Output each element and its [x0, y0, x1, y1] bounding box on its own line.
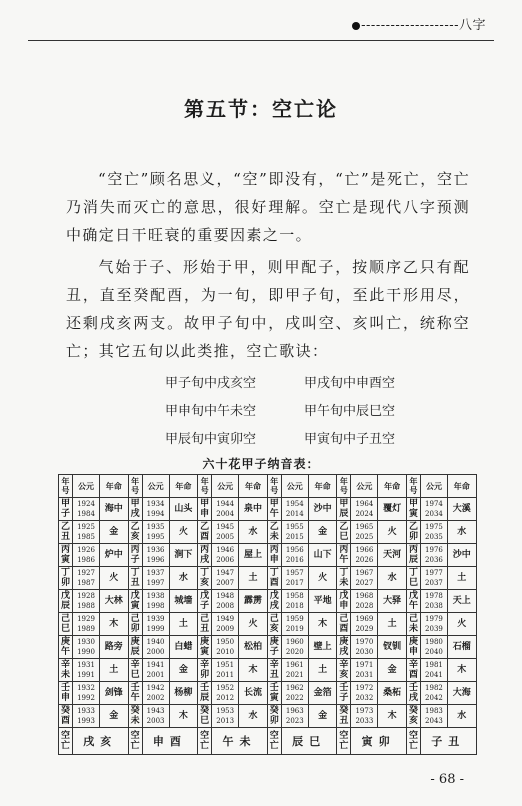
nayin-cell: 霹雳 [239, 590, 268, 613]
ganzhi-cell: 丙寅 [59, 544, 73, 567]
paragraph-2 [66, 253, 470, 365]
ganzhi-cell: 戊子 [198, 590, 212, 613]
header-cell: 年命 [308, 475, 337, 498]
year-cell: 1926 1986 [73, 544, 100, 567]
ganzhi-cell: 辛卯 [198, 659, 212, 682]
nayin-cell: 土 [100, 659, 129, 682]
year-cell: 1950 2010 [212, 636, 239, 659]
nayin-cell: 土 [239, 567, 268, 590]
year-cell: 1959 2019 [281, 613, 308, 636]
ganzhi-cell: 庚辰 [128, 636, 142, 659]
ganzhi-cell: 癸酉 [59, 705, 73, 728]
nayin-cell: 屋上 [239, 544, 268, 567]
nayin-cell: 木 [378, 705, 407, 728]
header-cell: 公元 [73, 475, 100, 498]
nayin-cell: 水 [239, 521, 268, 544]
nayin-cell: 山头 [169, 498, 198, 521]
nayin-cell: 金 [169, 659, 198, 682]
year-cell: 1982 2042 [420, 682, 447, 705]
year-cell: 1931 1991 [73, 659, 100, 682]
year-cell: 1930 1990 [73, 636, 100, 659]
nayin-cell: 剑锋 [100, 682, 129, 705]
nayin-cell: 钗钏 [378, 636, 407, 659]
nayin-table [58, 474, 477, 755]
kongwang-value: 申酉 [142, 728, 198, 755]
ganzhi-cell: 己酉 [337, 613, 351, 636]
year-cell: 1977 2037 [420, 567, 447, 590]
ganzhi-cell: 丙戌 [198, 544, 212, 567]
header-cell: 年号 [198, 475, 212, 498]
year-cell: 1961 2021 [281, 659, 308, 682]
paragraph-1 [66, 165, 470, 249]
ganzhi-cell: 戊戌 [267, 590, 281, 613]
nayin-cell: 土 [308, 659, 337, 682]
header-cell: 年号 [267, 475, 281, 498]
paragraph-1-text: “空亡”顾名思义，“空”即没有，“亡”是死亡，空亡乃消失而灭亡的意思，很好理解。空亡是现代八字预测中确定日干旺衰的重要因素之一。 [66, 170, 470, 244]
year-cell: 1942 2002 [142, 682, 169, 705]
verse-line: 甲申旬中午未空 [165, 404, 257, 419]
year-cell: 1945 2005 [212, 521, 239, 544]
nayin-cell: 水 [447, 705, 476, 728]
ganzhi-cell: 戊辰 [59, 590, 73, 613]
year-cell: 1964 2024 [351, 498, 378, 521]
nayin-cell: 木 [308, 613, 337, 636]
verse-line: 甲寅旬中子丑空 [303, 432, 395, 447]
year-cell: 1944 2004 [212, 498, 239, 521]
kongwang-label: 空亡 [267, 728, 281, 755]
nayin-cell: 覆灯 [378, 498, 407, 521]
year-cell: 1972 2032 [351, 682, 378, 705]
year-cell: 1960 2020 [281, 636, 308, 659]
ganzhi-cell: 丙辰 [406, 544, 420, 567]
nayin-cell: 大林 [100, 590, 129, 613]
year-cell: 1962 2022 [281, 682, 308, 705]
ganzhi-cell: 庚寅 [198, 636, 212, 659]
nayin-cell: 壁上 [308, 636, 337, 659]
year-cell: 1933 1993 [73, 705, 100, 728]
ganzhi-cell: 戊寅 [128, 590, 142, 613]
year-cell: 1976 2036 [420, 544, 447, 567]
ganzhi-cell: 辛亥 [337, 659, 351, 682]
year-cell: 1941 2001 [142, 659, 169, 682]
year-cell: 1947 2007 [212, 567, 239, 590]
nayin-cell: 金 [308, 705, 337, 728]
nayin-cell: 天河 [378, 544, 407, 567]
ganzhi-cell: 甲午 [267, 498, 281, 521]
year-cell: 1963 2023 [281, 705, 308, 728]
table-row [59, 544, 477, 567]
kongwang-value: 戌亥 [73, 728, 129, 755]
year-cell: 1968 2028 [351, 590, 378, 613]
header-cell: 年命 [447, 475, 476, 498]
header-cell: 年命 [169, 475, 198, 498]
year-cell: 1929 1989 [73, 613, 100, 636]
ganzhi-cell: 丙申 [267, 544, 281, 567]
kongwang-label: 空亡 [337, 728, 351, 755]
year-cell: 1951 2011 [212, 659, 239, 682]
ganzhi-cell: 丁巳 [406, 567, 420, 590]
table-row [59, 613, 477, 636]
kongwang-label: 空亡 [406, 728, 420, 755]
nayin-cell: 水 [378, 567, 407, 590]
table-row [59, 498, 477, 521]
ganzhi-cell: 壬午 [128, 682, 142, 705]
ganzhi-cell: 辛酉 [406, 659, 420, 682]
nayin-cell: 水 [169, 567, 198, 590]
nayin-cell: 木 [447, 659, 476, 682]
year-cell: 1937 1997 [142, 567, 169, 590]
header-cell: 年命 [100, 475, 129, 498]
table-header-row [59, 475, 477, 498]
year-cell: 1943 2003 [142, 705, 169, 728]
ganzhi-cell: 壬寅 [267, 682, 281, 705]
nayin-cell: 木 [100, 613, 129, 636]
nayin-cell: 火 [308, 567, 337, 590]
nayin-cell: 大海 [447, 682, 476, 705]
nayin-cell: 金 [378, 659, 407, 682]
header-cell: 公元 [142, 475, 169, 498]
nayin-cell: 水 [447, 521, 476, 544]
year-cell: 1970 2030 [351, 636, 378, 659]
ganzhi-cell: 己未 [406, 613, 420, 636]
ganzhi-cell: 辛丑 [267, 659, 281, 682]
verse-line: 甲辰旬中寅卯空 [165, 432, 257, 447]
kongwang-label: 空亡 [198, 728, 212, 755]
ganzhi-cell: 乙酉 [198, 521, 212, 544]
year-cell: 1949 2009 [212, 613, 239, 636]
year-cell: 1948 2008 [212, 590, 239, 613]
table-row [59, 705, 477, 728]
ganzhi-cell: 庚戌 [337, 636, 351, 659]
year-cell: 1932 1992 [73, 682, 100, 705]
ganzhi-cell: 己亥 [267, 613, 281, 636]
year-cell: 1935 1995 [142, 521, 169, 544]
year-cell: 1934 1994 [142, 498, 169, 521]
nayin-cell: 金 [100, 705, 129, 728]
header-cell: 公元 [351, 475, 378, 498]
ganzhi-cell: 庚申 [406, 636, 420, 659]
year-cell: 1967 2027 [351, 567, 378, 590]
ganzhi-cell: 癸巳 [198, 705, 212, 728]
ganzhi-cell: 壬戌 [406, 682, 420, 705]
nayin-cell: 火 [169, 521, 198, 544]
ganzhi-cell: 壬申 [59, 682, 73, 705]
nayin-cell: 大溪 [447, 498, 476, 521]
ganzhi-cell: 甲戌 [128, 498, 142, 521]
year-cell: 1981 2041 [420, 659, 447, 682]
ganzhi-cell: 庚午 [59, 636, 73, 659]
table-body [59, 475, 477, 755]
year-cell: 1938 1998 [142, 590, 169, 613]
nayin-cell: 火 [447, 613, 476, 636]
kongwang-label: 空亡 [59, 728, 73, 755]
year-cell: 1969 2029 [351, 613, 378, 636]
nayin-cell: 沙中 [308, 498, 337, 521]
header-cell: 年号 [406, 475, 420, 498]
header-cell: 公元 [212, 475, 239, 498]
nayin-cell: 金箔 [308, 682, 337, 705]
kongwang-label: 空亡 [128, 728, 142, 755]
kongwang-value: 子丑 [420, 728, 476, 755]
year-cell: 1971 2031 [351, 659, 378, 682]
year-cell: 1958 2018 [281, 590, 308, 613]
ganzhi-cell: 癸亥 [406, 705, 420, 728]
table-row [59, 659, 477, 682]
nayin-cell: 金 [100, 521, 129, 544]
ganzhi-cell: 甲辰 [337, 498, 351, 521]
year-cell: 1980 2040 [420, 636, 447, 659]
year-cell: 1936 1996 [142, 544, 169, 567]
year-cell: 1953 2013 [212, 705, 239, 728]
ganzhi-cell: 己卯 [128, 613, 142, 636]
year-cell: 1927 1987 [73, 567, 100, 590]
verse-row [165, 398, 395, 426]
ganzhi-cell: 丁丑 [128, 567, 142, 590]
nayin-cell: 水 [239, 705, 268, 728]
nayin-cell: 大驿 [378, 590, 407, 613]
year-cell: 1939 1999 [142, 613, 169, 636]
nayin-cell: 土 [378, 613, 407, 636]
year-cell: 1965 2025 [351, 521, 378, 544]
nayin-cell: 火 [378, 521, 407, 544]
nayin-cell: 炉中 [100, 544, 129, 567]
year-cell: 1928 1988 [73, 590, 100, 613]
year-cell: 1979 2039 [420, 613, 447, 636]
header-text: --------------------八字 [361, 18, 486, 33]
nayin-cell: 木 [169, 705, 198, 728]
ganzhi-cell: 丁酉 [267, 567, 281, 590]
verse-row [165, 370, 395, 398]
ganzhi-cell: 乙卯 [406, 521, 420, 544]
nayin-cell: 平地 [308, 590, 337, 613]
nayin-cell: 木 [239, 659, 268, 682]
header-cell: 公元 [420, 475, 447, 498]
kongwang-value: 午未 [212, 728, 268, 755]
ganzhi-cell: 丁亥 [198, 567, 212, 590]
year-cell: 1946 2006 [212, 544, 239, 567]
table-row [59, 567, 477, 590]
year-cell: 1952 2012 [212, 682, 239, 705]
table-row [59, 636, 477, 659]
verse-line: 甲戌旬中申酉空 [303, 376, 395, 391]
page-number: - 68 - [430, 772, 464, 787]
kongwang-value: 辰巳 [281, 728, 337, 755]
header-cell: 年命 [239, 475, 268, 498]
ganzhi-cell: 癸丑 [337, 705, 351, 728]
kongwang-value: 寅卯 [351, 728, 407, 755]
nayin-cell: 沙中 [447, 544, 476, 567]
ganzhi-cell: 戊午 [406, 590, 420, 613]
table-row [59, 590, 477, 613]
ganzhi-cell: 癸卯 [267, 705, 281, 728]
header-cell: 年号 [128, 475, 142, 498]
nayin-cell: 火 [239, 613, 268, 636]
header-rule [28, 40, 494, 41]
paragraph-2-text: 气始于子、形始于甲，则甲配子，按顺序乙只有配丑，直至癸配酉，为一旬，即甲子旬，至此干形用尽，还剩戌亥两支。故甲子旬中，戌叫空、亥叫亡，统称空亡；其它五旬以此类推，空亡歌诀： [66, 258, 470, 360]
ganzhi-cell: 乙丑 [59, 521, 73, 544]
ganzhi-cell: 己巳 [59, 613, 73, 636]
nayin-cell: 白蜡 [169, 636, 198, 659]
year-cell: 1924 1984 [73, 498, 100, 521]
table-row [59, 682, 477, 705]
kongwang-verse [165, 370, 395, 454]
header-cell: 年号 [337, 475, 351, 498]
nayin-cell: 土 [447, 567, 476, 590]
year-cell: 1940 2000 [142, 636, 169, 659]
section-title: 第五节：空亡论 [184, 97, 338, 121]
nayin-cell: 石榴 [447, 636, 476, 659]
nayin-cell: 涧下 [169, 544, 198, 567]
verse-line: 甲子旬中戌亥空 [165, 376, 257, 391]
year-cell: 1975 2035 [420, 521, 447, 544]
year-cell: 1956 2016 [281, 544, 308, 567]
ganzhi-cell: 甲子 [59, 498, 73, 521]
ganzhi-cell: 壬子 [337, 682, 351, 705]
kongwang-row [59, 728, 477, 755]
year-cell: 1954 2014 [281, 498, 308, 521]
ganzhi-cell: 己丑 [198, 613, 212, 636]
nayin-cell: 杨柳 [169, 682, 198, 705]
nayin-cell: 山下 [308, 544, 337, 567]
ganzhi-cell: 辛巳 [128, 659, 142, 682]
nayin-cell: 泉中 [239, 498, 268, 521]
year-cell: 1974 2034 [420, 498, 447, 521]
table-row [59, 521, 477, 544]
ganzhi-cell: 丙子 [128, 544, 142, 567]
header-cell: 公元 [281, 475, 308, 498]
ganzhi-cell: 乙未 [267, 521, 281, 544]
nayin-cell: 海中 [100, 498, 129, 521]
year-cell: 1955 2015 [281, 521, 308, 544]
ganzhi-cell: 癸未 [128, 705, 142, 728]
nayin-cell: 金 [308, 521, 337, 544]
ganzhi-cell: 甲寅 [406, 498, 420, 521]
nayin-cell: 城墙 [169, 590, 198, 613]
running-header [28, 12, 494, 34]
ganzhi-cell: 丁未 [337, 567, 351, 590]
ganzhi-cell: 丙午 [337, 544, 351, 567]
ganzhi-cell: 丁卯 [59, 567, 73, 590]
ganzhi-cell: 甲申 [198, 498, 212, 521]
ganzhi-cell: 庚子 [267, 636, 281, 659]
year-cell: 1978 2038 [420, 590, 447, 613]
nayin-cell: 长流 [239, 682, 268, 705]
nayin-cell: 桑柘 [378, 682, 407, 705]
header-cell: 年命 [378, 475, 407, 498]
verse-line: 甲午旬中辰巳空 [303, 404, 395, 419]
year-cell: 1983 2043 [420, 705, 447, 728]
nayin-cell: 天上 [447, 590, 476, 613]
ganzhi-cell: 乙亥 [128, 521, 142, 544]
header-cell: 年号 [59, 475, 73, 498]
nayin-cell: 路旁 [100, 636, 129, 659]
bullet-dot-icon [352, 22, 360, 30]
nayin-cell: 火 [100, 567, 129, 590]
ganzhi-cell: 戊申 [337, 590, 351, 613]
verse-row [165, 426, 395, 454]
year-cell: 1966 2026 [351, 544, 378, 567]
ganzhi-cell: 壬辰 [198, 682, 212, 705]
nayin-cell: 松柏 [239, 636, 268, 659]
year-cell: 1973 2033 [351, 705, 378, 728]
table-title: 六十花甲子纳音表： [202, 457, 320, 471]
year-cell: 1957 2017 [281, 567, 308, 590]
year-cell: 1925 1985 [73, 521, 100, 544]
ganzhi-cell: 乙巳 [337, 521, 351, 544]
nayin-cell: 土 [169, 613, 198, 636]
ganzhi-cell: 辛未 [59, 659, 73, 682]
